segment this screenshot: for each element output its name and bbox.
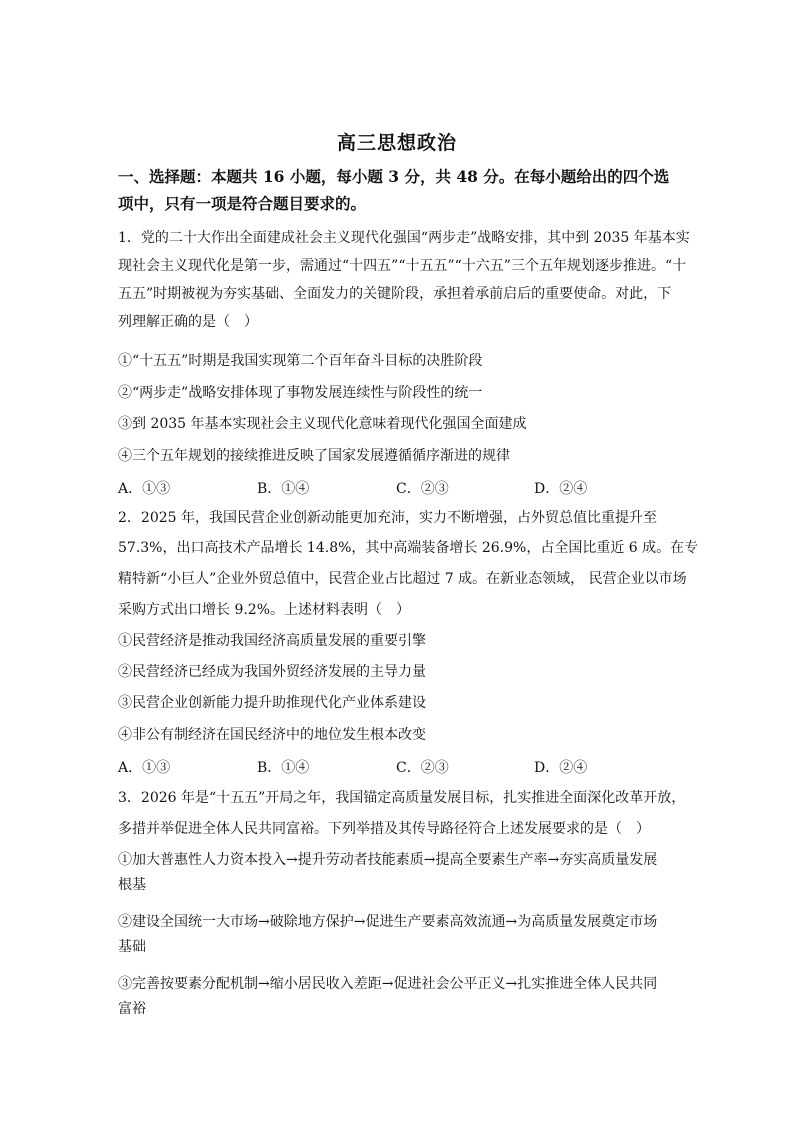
question-2-statement: ①民营经济是推动我国经济高质量发展的重要引擎 bbox=[118, 633, 426, 649]
option-b[interactable]: B．①④ bbox=[257, 481, 310, 497]
question-3-statement: ③完善按要素分配机制→缩小居民收入差距→促进社会公平正义→扎实推进全体人民共同 bbox=[118, 976, 658, 992]
question-3-statement: ①加大普惠性人力资本投入→提升劳动者技能素质→提高全要素生产率→夯实高质量发展 bbox=[118, 852, 658, 868]
option-b[interactable]: B．①④ bbox=[257, 760, 310, 776]
question-2-statement: ④非公有制经济在国民经济中的地位发生根本改变 bbox=[118, 727, 426, 743]
question-2-stem-line: 精特新“小巨人”企业外贸总值中，民营企业占比超过 7 成。在新业态领域， 民营企业以市场 bbox=[118, 571, 687, 587]
question-1-stem-line: 列理解正确的是（ ） bbox=[118, 314, 258, 330]
page-title: 高三思想政治 bbox=[336, 132, 457, 154]
section-heading-line-1: 一、选择题：本题共 16 小题，每小题 3 分，共 48 分。在每小题给出的四个选 bbox=[118, 167, 670, 186]
question-3-stem-line: 3．2026 年是“十五五”开局之年，我国锚定高质量发展目标，扎实推进全面深化改革开放， bbox=[118, 790, 686, 806]
question-1-statement: ①“十五五”时期是我国实现第二个百年奋斗目标的决胜阶段 bbox=[118, 353, 483, 369]
question-2-stem-line: 57.3%，出口高技术产品增长 14.8%，其中高端装备增长 26.9%，占全国比重近 6 成。在专 bbox=[118, 540, 699, 556]
question-2-stem-line: 2．2025 年，我国民营企业创新动能更加充沛，实力不断增强，占外贸总值比重提升至 bbox=[118, 510, 657, 526]
question-1-statement: ③到 2035 年基本实现社会主义现代化意味着现代化强国全面建成 bbox=[118, 416, 527, 432]
option-d[interactable]: D．②④ bbox=[534, 481, 588, 497]
question-1-stem-line: 1．党的二十大作出全面建成社会主义现代化强国“两步走”战略安排，其中到 2035 年基本实 bbox=[118, 230, 690, 246]
question-2-options bbox=[118, 757, 678, 777]
option-a[interactable]: A．①③ bbox=[118, 481, 171, 497]
question-3-statement-cont: 根基 bbox=[118, 877, 146, 893]
question-2-statement: ②民营经济已经成为我国外贸经济发展的主导力量 bbox=[118, 664, 426, 680]
question-1-stem-line: 五五”时期被视为夯实基础、全面发力的关键阶段，承担着承前启后的重要使命。对此，下 bbox=[118, 286, 672, 302]
section-heading bbox=[118, 163, 678, 217]
question-3-statement: ②建设全国统一大市场→破除地方保护→促进生产要素高效流通→为高质量发展奠定市场 bbox=[118, 914, 658, 930]
option-a[interactable]: A．①③ bbox=[118, 760, 171, 776]
option-c[interactable]: C．②③ bbox=[396, 481, 449, 497]
option-d[interactable]: D．②④ bbox=[534, 760, 588, 776]
question-2-stem-line: 采购方式出口增长 9.2%。上述材料表明（ ） bbox=[118, 602, 411, 618]
question-1-options bbox=[118, 478, 678, 498]
question-3-statement-cont: 基础 bbox=[118, 939, 146, 955]
question-2-statement: ③民营企业创新能力提升助推现代化产业体系建设 bbox=[118, 695, 426, 711]
question-1-statement: ④三个五年规划的接续推进反映了国家发展遵循循序渐进的规律 bbox=[118, 448, 510, 464]
question-3-statement-cont: 富裕 bbox=[118, 1001, 146, 1017]
section-heading-line-2: 项中，只有一项是符合题目要求的。 bbox=[118, 194, 367, 213]
option-c[interactable]: C．②③ bbox=[396, 760, 449, 776]
question-3-stem-line: 多措并举促进全体人民共同富裕。下列举措及其传导路径符合上述发展要求的是（ ） bbox=[118, 821, 650, 837]
question-1-statement: ②“两步走”战略安排体现了事物发展连续性与阶段性的统一 bbox=[118, 385, 483, 401]
question-1-stem-line: 现社会主义现代化是第一步，需通过“十四五”“十五五”“十六五”三个五年规划逐步推进。“十 bbox=[118, 258, 687, 274]
